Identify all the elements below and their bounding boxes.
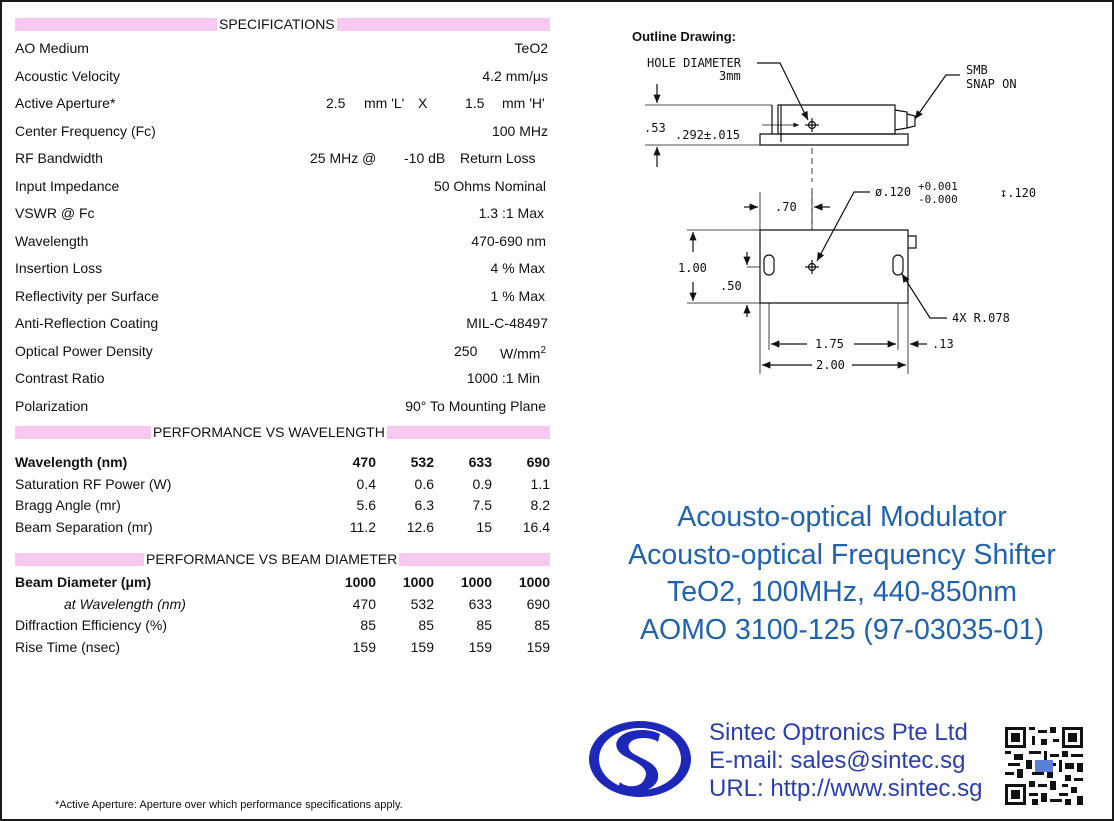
label-diameter: ø.120 [875, 185, 912, 199]
table-row: Rise Time (nsec) 159 159 159 159 [15, 638, 550, 655]
sintec-logo-icon [586, 718, 694, 800]
company-info [709, 719, 982, 803]
perf-beam-bar [15, 553, 550, 566]
outline-drawing-title: Outline Drawing: [632, 29, 736, 44]
perf-beam-table [15, 572, 550, 658]
outline-drawing [602, 42, 1102, 382]
label-dim-13: .13 [932, 337, 954, 351]
table-row: Wavelength (nm) 470 532 633 690 [15, 454, 550, 470]
label-tol-plus: +0.001 [918, 180, 958, 193]
company-name: Sintec Optronics Pte Ltd [709, 719, 968, 746]
perf-wavelength-title: PERFORMANCE VS WAVELENGTH [153, 424, 385, 440]
company-url: URL: http://www.sintec.sg [709, 775, 983, 802]
label-dim-50: .50 [720, 279, 742, 293]
label-hole-diameter: HOLE DIAMETER [647, 56, 741, 70]
spec-row-center-frequency: Center Frequency (Fc) 100 MHz [15, 123, 548, 139]
company-email: E-mail: sales@sintec.sg [709, 747, 966, 774]
label-radius: 4X R.078 [952, 311, 1010, 325]
product-line-2: Acousto-optical Frequency Shifter [628, 538, 1056, 571]
label-snap-on: SNAP ON [966, 77, 1017, 91]
spec-row-polarization: Polarization 90° To Mounting Plane [15, 398, 546, 414]
label-dim-70: .70 [775, 200, 797, 214]
spec-row-contrast-ratio: Contrast Ratio 1000 :1 Min [15, 370, 540, 386]
table-row: Bragg Angle (mr) 5.6 6.3 7.5 8.2 [15, 497, 550, 513]
label-smb: SMB [966, 63, 988, 77]
table-row: Diffraction Efficiency (%) 85 85 85 85 [15, 617, 550, 633]
spec-row-reflectivity: Reflectivity per Surface 1 % Max [15, 288, 545, 304]
spec-row-active-aperture: Active Aperture* 2.5 mm 'L' X 1.5 mm 'H' [15, 95, 545, 111]
product-line-1: Acousto-optical Modulator [677, 501, 1007, 533]
table-row: Beam Separation (mr) 11.2 12.6 15 16.4 [15, 518, 550, 535]
spec-row-wavelength: Wavelength 470-690 nm [15, 233, 546, 249]
spec-row-ao-medium: AO Medium TeO2 [15, 40, 548, 56]
spec-row-rf-bandwidth: RF Bandwidth 25 MHz @ -10 dB Return Loss [15, 150, 536, 166]
spec-row-ar-coating: Anti-Reflection Coating MIL-C-48497 [15, 315, 548, 331]
label-dim-292: .292±.015 [675, 128, 741, 142]
label-depth: ↧.120 [1000, 186, 1037, 200]
spec-row-vswr: VSWR @ Fc 1.3 :1 Max [15, 205, 544, 221]
table-row: at Wavelength (nm) 470 532 633 690 [64, 595, 550, 612]
perf-beam-title: PERFORMANCE VS BEAM DIAMETER [146, 551, 398, 567]
label-dim-53: .53 [644, 121, 666, 135]
table-row: Beam Diameter (μm) 1000 1000 1000 1000 [15, 574, 550, 590]
label-dim-100: 1.00 [678, 261, 707, 275]
product-line-3: TeO2, 100MHz, 440-850nm [666, 576, 1018, 608]
footnote: *Active Aperture: Aperture over which performance specifications apply. [55, 799, 403, 811]
specifications-bar [15, 18, 550, 31]
specifications-title: SPECIFICATIONS [219, 16, 335, 32]
table-row: Saturation RF Power (W) 0.4 0.6 0.9 1.1 [15, 475, 550, 492]
qr-code-icon [1005, 727, 1083, 805]
spec-row-insertion-loss: Insertion Loss 4 % Max [15, 260, 545, 276]
label-dim-175: 1.75 [815, 337, 844, 351]
label-tol-minus: -0.000 [918, 193, 958, 206]
label-dim-200: 2.00 [816, 358, 845, 372]
product-line-4: AOMO 3100-125 (97-03035-01) [640, 613, 1044, 646]
spec-row-input-impedance: Input Impedance 50 Ohms Nominal [15, 178, 546, 194]
perf-wavelength-bar [15, 426, 550, 439]
spec-row-acoustic-velocity: Acoustic Velocity 4.2 mm/μs [15, 68, 548, 84]
spec-row-optical-power-density: Optical Power Density 250 $W/mm^2$ [15, 343, 546, 362]
perf-wavelength-table [15, 452, 550, 538]
label-hole-mm: 3mm [719, 69, 741, 83]
product-title [577, 499, 1107, 649]
